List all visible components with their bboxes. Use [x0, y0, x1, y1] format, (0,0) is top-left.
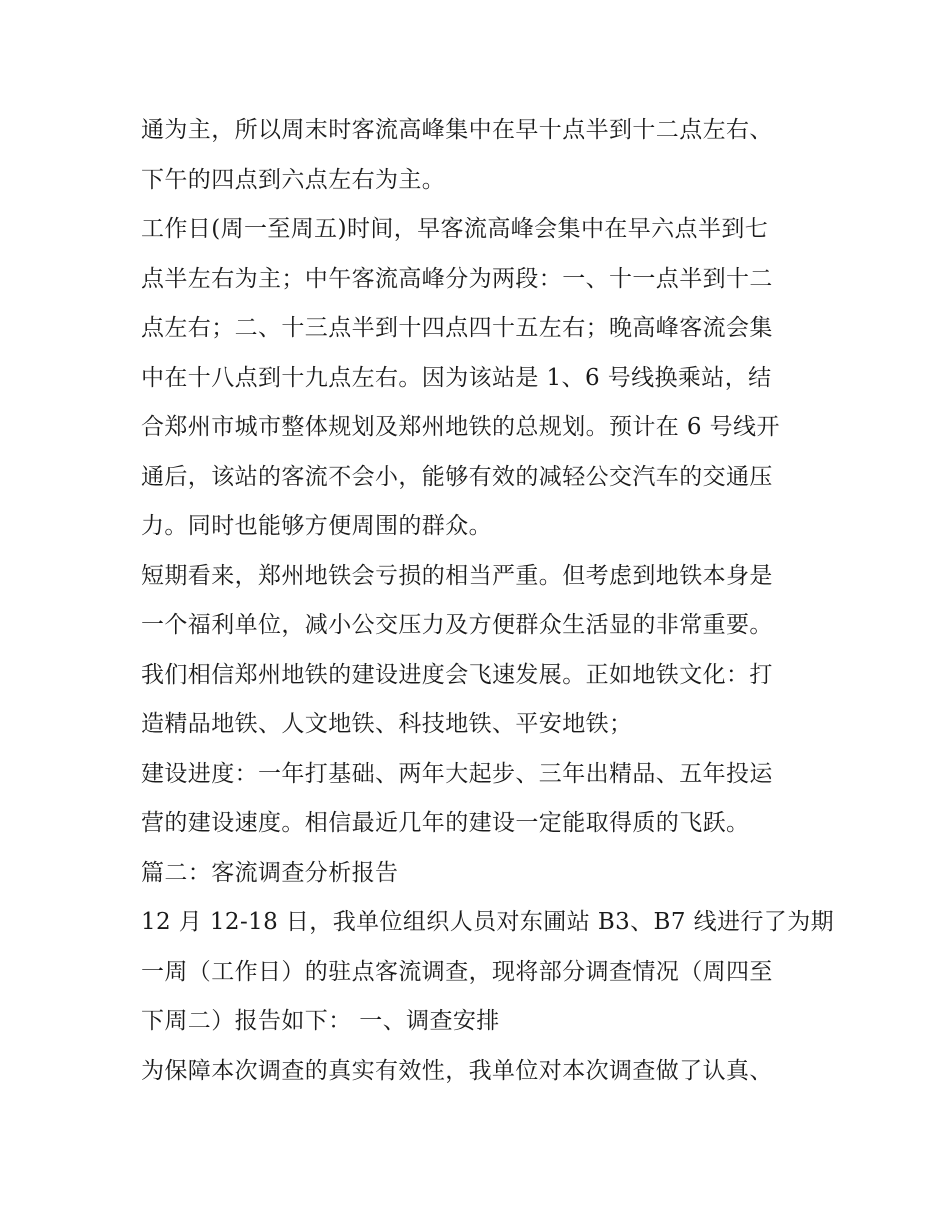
text-line-9: 力。同时也能够方便周围的群众。 [141, 513, 492, 539]
text-line-2: 下午的四点到六点左右为主。 [141, 166, 446, 193]
text-line-7: 合郑州市城市整体规划及郑州地铁的总规划。预计在 6 号线开 [141, 414, 780, 440]
document-body [141, 106, 834, 1096]
text-line-11: 一个福利单位，减小公交压力及方便群众生活显的非常重要。 [141, 612, 773, 638]
text-line-13: 造精品地铁、人文地铁、科技地铁、平安地铁； [141, 711, 633, 737]
text-line-18: 一周（工作日）的驻点客流调查，现将部分调查情况（周四至 [141, 958, 773, 985]
section-heading: 篇二：客流调查分析报告 [141, 859, 399, 886]
text-line-5: 点左右；二、十三点半到十四点四十五左右；晚高峰客流会集 [141, 315, 773, 341]
text-line-3: 工作日(周一至周五)时间，早客流高峰会集中在早六点半到七 [141, 216, 769, 242]
text-line-19: 下周二）报告如下： 一、调查安排 [141, 1008, 500, 1034]
text-line-15: 营的建设速度。相信最近几年的建设一定能取得质的飞跃。 [141, 810, 750, 836]
text-line-17: 12 月 12-18 日，我单位组织人员对东圃站 B3、B7 线进行了为期 [141, 909, 834, 935]
text-line-6: 中在十八点到十九点左右。因为该站是 1、6 号线换乘站，结 [141, 364, 772, 391]
text-line-1: 通为主，所以周末时客流高峰集中在早十点半到十二点左右、 [141, 117, 773, 143]
text-line-8: 通后，该站的客流不会小，能够有效的减轻公交汽车的交通压 [141, 463, 773, 490]
text-line-4: 点半左右为主；中午客流高峰分为两段：一、十一点半到十二 [141, 265, 773, 292]
text-line-10: 短期看来，郑州地铁会亏损的相当严重。但考虑到地铁本身是 [141, 562, 773, 589]
text-line-14: 建设进度：一年打基础、两年大起步、三年出精品、五年投运 [141, 760, 773, 787]
text-line-12: 我们相信郑州地铁的建设进度会飞速发展。正如地铁文化：打 [141, 661, 773, 688]
text-line-20: 为保障本次调查的真实有效性，我单位对本次调查做了认真、 [141, 1057, 773, 1084]
